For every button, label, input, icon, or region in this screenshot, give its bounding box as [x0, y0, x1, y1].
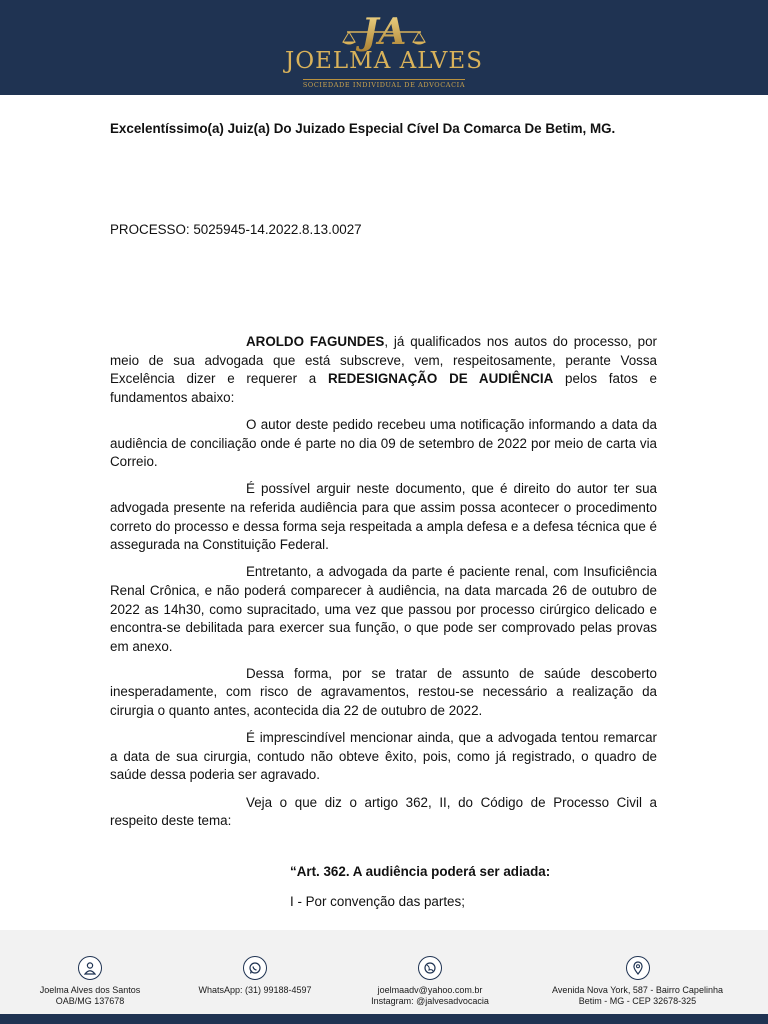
person-icon [78, 956, 102, 980]
addressee: Excelentíssimo(a) Juiz(a) Do Juizado Especial Cível Da Comarca De Betim, MG. [110, 121, 616, 136]
paragraph-6: É imprescindível mencionar ainda, que a advogada tentou remarcar a data de sua cirurgia, contudo não obteve êxito, pois, como já registrado, o quadro de saúde dessa poderia ser agravado. [110, 730, 657, 783]
letterhead-footer [0, 930, 768, 1014]
addressee-block [110, 120, 657, 138]
letterhead-header [0, 0, 768, 95]
globe-icon [418, 956, 442, 980]
paragraph-1: AROLDO FAGUNDES, já qualificados nos autos do processo, por meio de sua advogada que está subscreve, vem, respeitosamente, perante Vossa Excelência dizer e requerer a REDESIGNAÇÃO DE AUDIÊNCIA pelos fatos e fundamentos abaixo: [110, 334, 658, 405]
paragraph-4: Entretanto, a advogada da parte é paciente renal, com Insuficiência Renal Crônica, e não poderá comparecer à audiência, na data marcada 26 de outubro de 2022 as 14h30, como supracitado, uma vez que passou por processo cirúrgico delicado e encontra-se debilitada para exercer sua função, o que pode ser comprovado pelas provas em anexo. [110, 564, 657, 654]
whatsapp-icon [243, 956, 267, 980]
firm-subtitle: SOCIEDADE INDIVIDUAL DE ADVOCACIA [302, 81, 466, 89]
petition-body [110, 333, 657, 839]
process-number: PROCESSO: 5025945-14.2022.8.13.0027 [110, 222, 362, 237]
instagram-handle[interactable]: Instagram: @jalvesadvocacia [371, 996, 489, 1006]
quoted-article: “Art. 362. A audiência poderá ser adiada: [290, 864, 551, 879]
footer-bar [0, 1014, 768, 1024]
paragraph-3: É possível arguir neste documento, que é direito do autor ter sua advogada presente na referida audiência para que assim possa acontecer o procedimento correto do processo e dessa forma seja respeitada a ampla defesa e a defesa técnica que é assegurada na Constituição Federal. [110, 481, 657, 553]
request-title: REDESIGNAÇÃO DE AUDIÊNCIA [327, 371, 554, 387]
location-pin-icon [626, 956, 650, 980]
quoted-item: I - Por convenção das partes; [290, 894, 465, 909]
plaintiff-name: AROLDO FAGUNDES [246, 334, 385, 349]
footer-address: Avenida Nova York, 587 - Bairro Capelinha Betim - MG - CEP 32678-325 [530, 956, 745, 1007]
footer-whatsapp [180, 956, 330, 996]
paragraph-5: Dessa forma, por se tratar de assunto de saúde descoberto inesperadamente, com risco de agravamentos, restou-se necessário a realização da cirurgia o quanto antes, acontecida dia 22 de outubro de 2022. [110, 665, 657, 719]
email-link[interactable]: joelmaadv@yahoo.com.br [377, 985, 483, 995]
footer-person: Joelma Alves dos Santos OAB/MG 137678 [20, 956, 160, 1007]
scales-monogram-icon [339, 8, 429, 52]
footer-contact [350, 956, 510, 1007]
firm-name: JOELMA ALVES [285, 48, 483, 74]
whatsapp-number[interactable]: WhatsApp: (31) 99188-4597 [198, 985, 312, 995]
firm-logo [0, 8, 768, 92]
paragraph-2: O autor deste pedido recebeu uma notificação informando a data da audiência de conciliação onde é parte no dia 09 de setembro de 2022 por meio de carta via Correio. [110, 416, 657, 470]
svg-text:JA: JA [361, 11, 407, 52]
paragraph-7: Veja o que diz o artigo 362, II, do Código de Processo Civil a respeito deste tema: [110, 794, 657, 829]
